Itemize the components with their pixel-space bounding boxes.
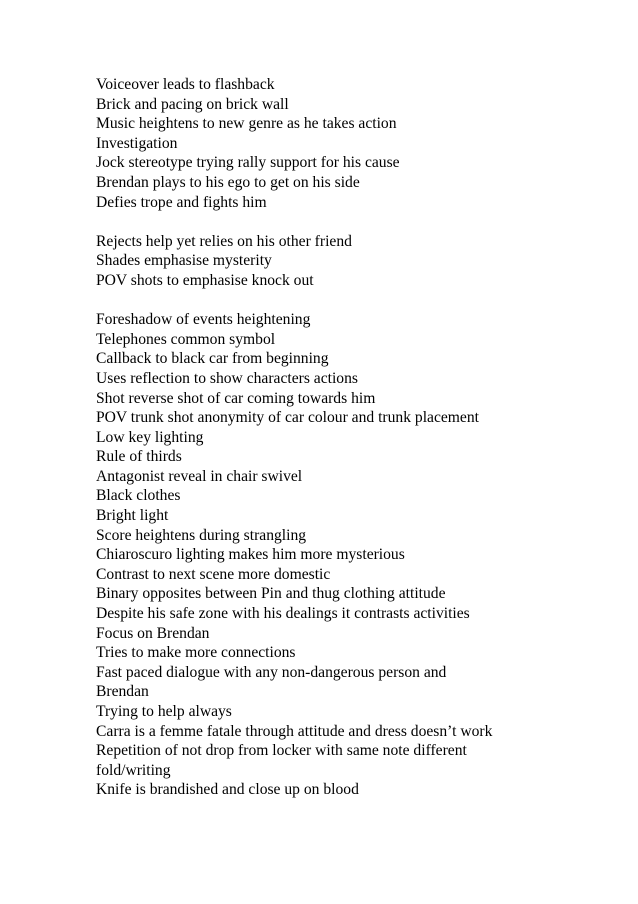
text-line: Knife is brandished and close up on blood (96, 781, 359, 799)
text-line: Focus on Brendan (96, 624, 210, 642)
text-line: Trying to help always (96, 703, 232, 720)
text-line: Brendan (96, 683, 149, 701)
text-line: Callback to black car from beginning (96, 350, 329, 368)
text-line: Investigation (96, 134, 178, 152)
text-line: Brendan plays to his ego to get on his side (96, 173, 360, 191)
text-line: Jock stereotype trying rally support for his cause (96, 154, 400, 172)
text-line: Fast paced dialogue with any non-dangerous person and (96, 663, 447, 681)
text-line: Chiaroscuro lighting makes him more mysterious (96, 546, 405, 564)
text-line: Rejects help yet relies on his other friend (96, 232, 352, 250)
text-line: Antagonist reveal in chair swivel (96, 467, 303, 485)
text-line: Bright light (96, 507, 169, 525)
text-line: Score heightens during strangling (96, 526, 307, 544)
text-line: Music heightens to new genre as he takes action (96, 115, 397, 133)
text-line: Tries to make more connections (96, 644, 296, 662)
text-line: Contrast to next scene more domestic (96, 565, 331, 583)
paragraph (96, 310, 566, 800)
text-line: Repetition of not drop from locker with same note different (96, 742, 467, 760)
text-line: Foreshadow of events heightening (96, 311, 311, 329)
paragraph (96, 75, 566, 212)
text-line: Voiceover leads to flashback (96, 76, 275, 93)
text-line: Brick and pacing on brick wall (96, 95, 289, 113)
text-line: POV shots to emphasise knock out (96, 271, 314, 289)
text-line: POV trunk shot anonymity of car colour and trunk placement (96, 409, 479, 427)
text-line: Telephones common symbol (96, 330, 276, 348)
document-body (96, 75, 566, 800)
text-line: Uses reflection to show characters actions (96, 369, 358, 387)
text-line: Rule of thirds (96, 448, 182, 466)
text-line: Shot reverse shot of car coming towards him (96, 389, 376, 407)
text-line: Defies trope and fights him (96, 193, 267, 211)
paragraph (96, 232, 566, 291)
text-line: Black clothes (96, 487, 181, 505)
text-line: Low key lighting (96, 428, 204, 446)
text-line: Carra is a femme fatale through attitude and dress doesn’t work (96, 722, 493, 740)
text-line: Binary opposites between Pin and thug clothing attitude (96, 585, 446, 603)
text-line: Despite his safe zone with his dealings it contrasts activities (96, 605, 470, 623)
text-line: fold/writing (96, 761, 171, 779)
text-line: Shades emphasise mysterity (96, 252, 272, 270)
